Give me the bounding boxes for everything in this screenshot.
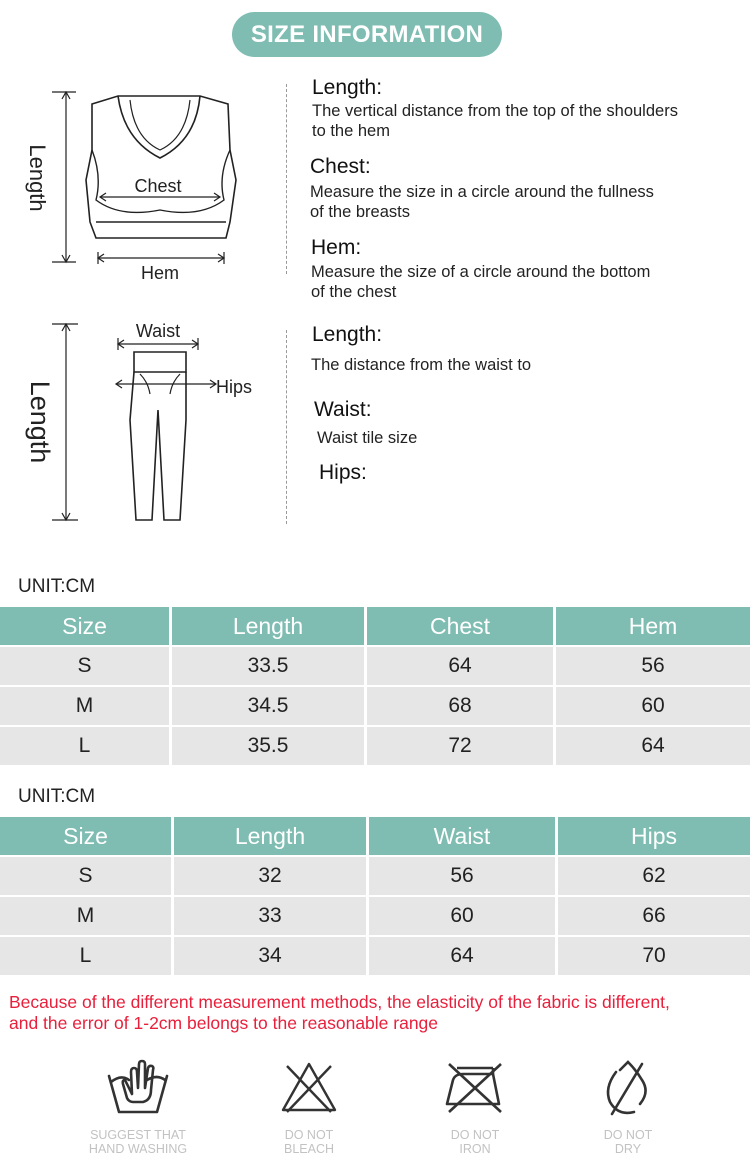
care-label [563, 1128, 693, 1156]
care-label [244, 1128, 374, 1156]
length-label-bottom: Length [25, 380, 55, 464]
care-no-bleach [244, 1058, 374, 1156]
col-chest: Chest [367, 607, 553, 645]
bottom-size-table [0, 815, 750, 977]
top-desc-length-1: The vertical distance from the top of the shoulders [312, 102, 678, 120]
col-hips: Hips [558, 817, 750, 855]
bottom-term-waist: Waist: [314, 398, 372, 421]
hand-wash-icon [105, 1058, 171, 1118]
cell-size: L [0, 937, 171, 975]
measurement-note [9, 992, 750, 1034]
top-term-chest: Chest: [310, 155, 371, 178]
care-no-iron [410, 1058, 540, 1156]
care-label-line: HAND WASHING [88, 1142, 188, 1156]
crop-top-sketch [0, 70, 280, 300]
no-bleach-icon [279, 1058, 339, 1118]
col-hem: Hem [556, 607, 750, 645]
table-row [0, 727, 750, 765]
no-iron-icon [443, 1058, 507, 1118]
chest-label: Chest [134, 176, 182, 196]
care-label-line: DO NOT [450, 1128, 500, 1142]
cell-length: 33.5 [172, 647, 364, 685]
care-label-line: DO NOT [284, 1128, 334, 1142]
table-header-row [0, 817, 750, 855]
table-row [0, 937, 750, 975]
top-term-length: Length: [312, 76, 383, 99]
col-size: Size [0, 817, 171, 855]
cell-hem: 56 [556, 647, 750, 685]
unit-label-top: UNIT:CM [18, 576, 96, 597]
care-label [73, 1128, 203, 1156]
hips-label: Hips [216, 377, 253, 397]
care-label-line: DO NOT [603, 1128, 653, 1142]
table-header-row [0, 607, 750, 645]
cell-waist: 60 [369, 897, 555, 935]
top-desc-length-2: to the hem [312, 122, 390, 140]
care-no-dry [563, 1058, 693, 1156]
top-desc-hem-1: Measure the size of a circle around the bottom [311, 263, 651, 281]
table-row [0, 687, 750, 725]
bottom-term-length: Length: [312, 323, 383, 346]
table-row [0, 857, 750, 895]
col-length: Length [174, 817, 366, 855]
cell-hips: 70 [558, 937, 750, 975]
cell-hips: 66 [558, 897, 750, 935]
cell-waist: 64 [369, 937, 555, 975]
cell-waist: 56 [369, 857, 555, 895]
leggings-sketch [0, 315, 280, 530]
note-line-1: Because of the different measurement methods, the elasticity of the fabric is different, [9, 992, 670, 1012]
no-dry-icon [598, 1058, 658, 1118]
bottom-divider [286, 330, 287, 524]
cell-hem: 64 [556, 727, 750, 765]
top-desc-chest-1: Measure the size in a circle around the fullness [310, 183, 654, 201]
col-size: Size [0, 607, 169, 645]
top-divider [286, 84, 287, 274]
care-label [410, 1128, 540, 1156]
cell-length: 35.5 [172, 727, 364, 765]
cell-size: L [0, 727, 169, 765]
cell-length: 34 [174, 937, 366, 975]
page-title: SIZE INFORMATION [232, 12, 502, 57]
col-length: Length [172, 607, 364, 645]
top-desc-chest-2: of the breasts [310, 203, 410, 221]
cell-hem: 60 [556, 687, 750, 725]
note-line-2: and the error of 1-2cm belongs to the reasonable range [9, 1013, 439, 1033]
cell-size: S [0, 647, 169, 685]
unit-label-bottom: UNIT:CM [18, 786, 96, 807]
cell-size: M [0, 897, 171, 935]
cell-chest: 68 [367, 687, 553, 725]
waist-label: Waist [135, 321, 181, 341]
table-row [0, 897, 750, 935]
care-hand-wash [73, 1058, 203, 1156]
cell-length: 32 [174, 857, 366, 895]
cell-length: 33 [174, 897, 366, 935]
cell-length: 34.5 [172, 687, 364, 725]
bottom-desc-length: The distance from the waist to [311, 356, 532, 374]
cell-chest: 64 [367, 647, 553, 685]
table-row [0, 647, 750, 685]
care-label-line: BLEACH [283, 1142, 335, 1156]
care-label-line: IRON [459, 1142, 491, 1156]
cell-size: M [0, 687, 169, 725]
top-desc-hem-2: of the chest [311, 283, 397, 301]
bottom-desc-waist: Waist tile size [317, 429, 418, 447]
bottom-term-hips: Hips: [319, 461, 367, 484]
cell-hips: 62 [558, 857, 750, 895]
col-waist: Waist [369, 817, 555, 855]
cell-size: S [0, 857, 171, 895]
hem-label: Hem [140, 263, 180, 283]
care-label-line: SUGGEST THAT [90, 1128, 186, 1142]
top-term-hem: Hem: [311, 236, 362, 259]
top-size-table [0, 605, 750, 767]
care-label-line: DRY [614, 1142, 642, 1156]
length-label: Length [25, 144, 50, 212]
cell-chest: 72 [367, 727, 553, 765]
